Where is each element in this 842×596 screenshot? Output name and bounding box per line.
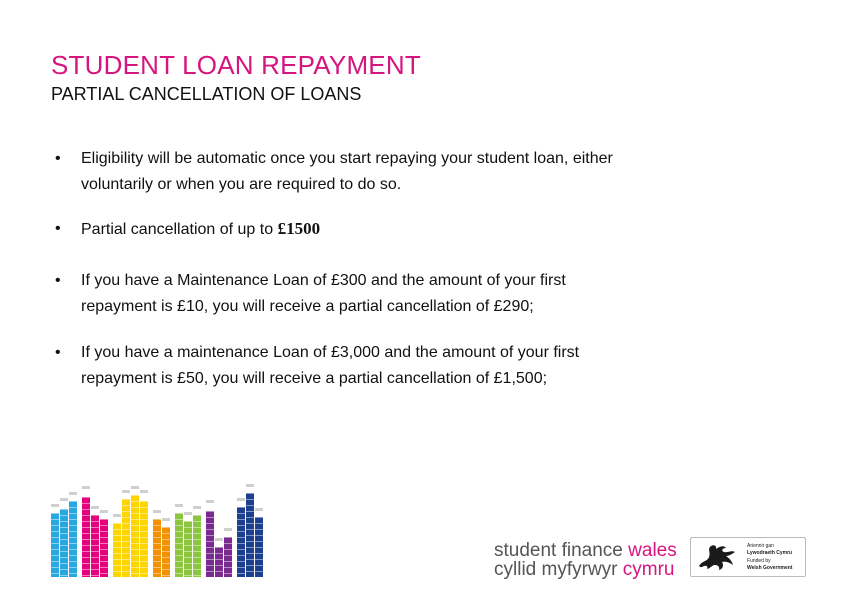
equalizer-bar-body — [51, 513, 59, 577]
equalizer-bar-body — [140, 501, 148, 577]
equalizer-bar-body — [131, 495, 139, 577]
equalizer-bar-body — [237, 507, 245, 577]
equalizer-bar-body — [193, 515, 201, 577]
equalizer-bar-cap — [113, 514, 121, 517]
equalizer-bar-cap — [51, 504, 59, 507]
equalizer-bar-cap — [246, 484, 254, 487]
equalizer-bar-body — [60, 509, 68, 577]
equalizer-bar — [162, 518, 170, 577]
equalizer-bar-cap — [184, 512, 192, 515]
page-title: STUDENT LOAN REPAYMENT — [51, 50, 421, 80]
bullet-marker: • — [55, 272, 61, 289]
equalizer-bar-body — [206, 511, 214, 577]
equalizer-bar — [184, 512, 192, 577]
equalizer-bar — [131, 486, 139, 577]
equalizer-bar-cap — [162, 518, 170, 521]
equalizer-bar-cap — [69, 492, 77, 495]
equalizer-bar — [69, 492, 77, 577]
equalizer-bar-body — [82, 497, 90, 577]
equalizer-bar — [60, 498, 68, 577]
equalizer-bar-cap — [82, 486, 90, 489]
equalizer-bar-cap — [215, 538, 223, 541]
equalizer-bar-cap — [100, 510, 108, 513]
equalizer-bar-cap — [193, 506, 201, 509]
dragon-icon — [695, 540, 741, 574]
equalizer-bar-cap — [122, 490, 130, 493]
equalizer-bar — [175, 504, 183, 577]
welsh-government-logo — [690, 537, 806, 577]
equalizer-bar — [91, 506, 99, 577]
equalizer-bar-body — [122, 499, 130, 577]
gov-text-funded-english: Funded by — [747, 558, 771, 564]
bullet-marker: • — [55, 150, 61, 167]
equalizer-bar-cap — [91, 506, 99, 509]
bullet-text: Partial cancellation of up to £1500 — [81, 219, 321, 238]
gov-text-name-english: Welsh Government — [747, 565, 793, 571]
equalizer-bar — [206, 500, 214, 577]
equalizer-bar-cap — [153, 510, 161, 513]
equalizer-bar-body — [100, 519, 108, 577]
equalizer-bar-cap — [140, 490, 148, 493]
equalizer-bar-body — [162, 527, 170, 577]
cancellation-amount: £1500 — [277, 219, 321, 238]
list-item — [55, 146, 721, 198]
equalizer-bar-body — [91, 515, 99, 577]
equalizer-bar-body — [153, 519, 161, 577]
equalizer-bar — [237, 498, 245, 577]
equalizer-bar-cap — [224, 528, 232, 531]
equalizer-bar-body — [184, 521, 192, 577]
list-item — [55, 340, 721, 392]
logo-line-welsh: cyllid myfyrwyr cymru — [494, 559, 675, 580]
equalizer-bar — [82, 486, 90, 577]
equalizer-bar — [113, 514, 121, 577]
student-finance-wales-logo — [494, 540, 677, 580]
equalizer-bar-body — [224, 537, 232, 577]
equalizer-bar-body — [246, 493, 254, 577]
equalizer-bar-cap — [237, 498, 245, 501]
equalizer-bar — [122, 490, 130, 577]
bullet-marker: • — [55, 344, 61, 361]
gov-text-funded-welsh: Ariennir gan — [747, 543, 774, 549]
equalizer-bar — [100, 510, 108, 577]
equalizer-bar — [224, 528, 232, 577]
equalizer-bars-logo — [51, 489, 296, 577]
bullet-text: If you have a maintenance Loan of £3,000 and the amount of your first repayment is £50, you will receive a partial cancellation of £1,500; — [81, 344, 580, 387]
equalizer-bar-body — [215, 547, 223, 577]
logo-line-english: student finance wales — [494, 540, 677, 561]
equalizer-bar-cap — [175, 504, 183, 507]
page-subtitle: PARTIAL CANCELLATION OF LOANS — [51, 84, 362, 104]
bullet-text: Eligibility will be automatic once you start repaying your student loan, either voluntarily or when you are required to do so. — [81, 150, 613, 193]
equalizer-bar — [255, 508, 263, 577]
equalizer-bar — [140, 490, 148, 577]
list-item — [55, 216, 721, 243]
equalizer-bar — [193, 506, 201, 577]
equalizer-bar — [153, 510, 161, 577]
bullet-text: If you have a Maintenance Loan of £300 and the amount of your first repayment is £10, you will receive a partial cancellation of £290; — [81, 272, 566, 315]
list-item — [55, 268, 721, 320]
equalizer-bar-cap — [206, 500, 214, 503]
equalizer-bar-cap — [60, 498, 68, 501]
bullet-marker: • — [55, 220, 61, 237]
equalizer-bar-body — [69, 501, 77, 577]
equalizer-bar-cap — [255, 508, 263, 511]
equalizer-bar-body — [255, 517, 263, 577]
equalizer-bar — [51, 504, 59, 577]
equalizer-bar — [215, 538, 223, 577]
gov-text-name-welsh: Lywodraeth Cymru — [747, 550, 793, 556]
equalizer-bar — [246, 484, 254, 577]
equalizer-bar-body — [175, 513, 183, 577]
equalizer-bar-cap — [131, 486, 139, 489]
equalizer-bar-body — [113, 523, 121, 577]
